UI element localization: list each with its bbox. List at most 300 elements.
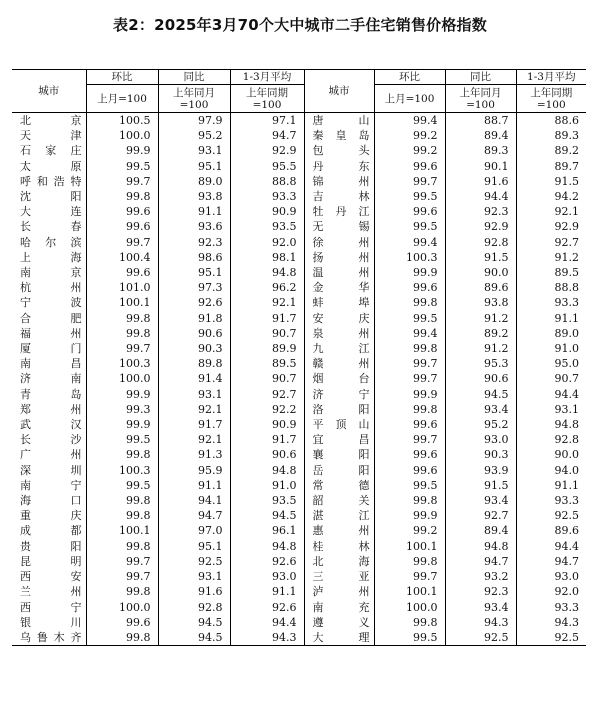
yoy-index: 94.5	[158, 615, 230, 630]
yoy-index: 93.6	[158, 219, 230, 234]
city-name: 常德	[304, 478, 374, 493]
city-name: 深圳	[20, 463, 82, 477]
yoy-index: 91.5	[445, 250, 516, 265]
mom-index: 99.7	[374, 569, 445, 584]
mom-index: 99.7	[86, 174, 158, 189]
avg-index: 94.3	[516, 615, 586, 630]
table-row	[12, 189, 586, 204]
city-name: 重庆	[20, 509, 82, 523]
mom-index: 99.5	[374, 311, 445, 326]
table-row	[12, 554, 586, 569]
yoy-index: 95.2	[445, 417, 516, 432]
city-name: 包头	[304, 143, 374, 158]
avg-index: 92.9	[516, 219, 586, 234]
table-row	[12, 295, 586, 310]
city-name: 扬州	[304, 250, 374, 265]
yoy-index: 92.5	[158, 554, 230, 569]
table-row	[12, 204, 586, 219]
city-name: 沈阳	[20, 190, 82, 204]
yoy-index: 94.1	[158, 493, 230, 508]
yoy-index: 93.0	[445, 432, 516, 447]
yoy-index: 89.4	[445, 128, 516, 143]
yoy-index: 90.0	[445, 265, 516, 280]
yoy-column-header: 同比	[158, 70, 230, 85]
table-row	[12, 113, 586, 129]
avg-index: 94.0	[516, 463, 586, 478]
city-name: 徐州	[304, 235, 374, 250]
yoy-index: 89.8	[158, 356, 230, 371]
city-name: 天津	[20, 129, 82, 143]
mom-index: 99.8	[374, 341, 445, 356]
table-row	[12, 584, 586, 599]
mom-index: 99.6	[374, 280, 445, 295]
mom-index: 99.2	[374, 128, 445, 143]
city-name: 桂林	[304, 539, 374, 554]
avg-index: 90.9	[230, 204, 304, 219]
mom-index: 100.0	[86, 371, 158, 386]
city-name: 济南	[20, 372, 82, 386]
mom-index: 99.9	[86, 387, 158, 402]
city-name: 西安	[20, 570, 82, 584]
avg-index: 89.5	[230, 356, 304, 371]
avg-index: 90.7	[230, 371, 304, 386]
avg-index: 90.7	[230, 326, 304, 341]
city-name: 南京	[20, 266, 82, 280]
mom-index: 99.7	[374, 432, 445, 447]
mom-index: 99.6	[374, 463, 445, 478]
table-row	[12, 387, 586, 402]
mom-index: 100.1	[374, 584, 445, 599]
city-name: 温州	[304, 265, 374, 280]
yoy-index: 90.3	[445, 447, 516, 462]
city-name: 长沙	[20, 433, 82, 447]
yoy-index: 93.4	[445, 493, 516, 508]
yoy-index: 92.8	[445, 235, 516, 250]
avg-index: 89.2	[516, 143, 586, 158]
yoy-index: 90.1	[445, 159, 516, 174]
city-name: 安庆	[304, 311, 374, 326]
avg-index: 94.8	[230, 463, 304, 478]
avg-index: 94.5	[230, 508, 304, 523]
avg-index: 93.5	[230, 219, 304, 234]
mom-index: 99.2	[374, 523, 445, 538]
avg-index: 97.1	[230, 113, 304, 129]
yoy-index: 95.1	[158, 265, 230, 280]
city-name: 厦门	[20, 342, 82, 356]
city-name: 银川	[20, 615, 82, 629]
table-row	[12, 128, 586, 143]
avg-column-header: 1-3月平均	[230, 70, 304, 85]
avg-index: 92.5	[516, 630, 586, 646]
mom-index: 99.8	[86, 630, 158, 646]
yoy-index: 89.4	[445, 523, 516, 538]
yoy-index: 97.3	[158, 280, 230, 295]
yoy-index: 92.8	[158, 600, 230, 615]
yoy-index: 90.6	[158, 326, 230, 341]
avg-index: 91.0	[230, 478, 304, 493]
table-row	[12, 174, 586, 189]
mom-index: 100.0	[86, 128, 158, 143]
mom-index: 99.8	[86, 447, 158, 462]
table-row	[12, 402, 586, 417]
mom-index: 99.8	[374, 402, 445, 417]
city-name: 长春	[20, 220, 82, 234]
mom-index: 99.6	[86, 615, 158, 630]
mom-index: 100.3	[86, 356, 158, 371]
city-name: 石家庄	[20, 144, 82, 158]
city-name: 吉林	[304, 189, 374, 204]
table-row	[12, 280, 586, 295]
yoy-index: 89.6	[445, 280, 516, 295]
yoy-index: 98.6	[158, 250, 230, 265]
mom-index: 99.6	[374, 417, 445, 432]
mom-column-header: 环比	[374, 70, 445, 85]
city-name: 哈尔滨	[20, 235, 82, 249]
avg-column-header: 1-3月平均	[516, 70, 586, 85]
page-title: 表2：2025年3月70个大中城市二手住宅销售价格指数	[113, 16, 487, 34]
yoy-index: 97.9	[158, 113, 230, 129]
table-row	[12, 311, 586, 326]
city-name: 锦州	[304, 174, 374, 189]
mom-base-header: 上月=100	[86, 85, 158, 113]
avg-index: 88.8	[230, 174, 304, 189]
table-row	[12, 219, 586, 234]
yoy-index: 91.6	[445, 174, 516, 189]
avg-index: 91.2	[516, 250, 586, 265]
mom-index: 99.8	[86, 493, 158, 508]
avg-index: 94.2	[516, 189, 586, 204]
mom-index: 99.9	[374, 508, 445, 523]
mom-index: 100.5	[86, 113, 158, 129]
city-name: 岳阳	[304, 463, 374, 478]
mom-index: 101.0	[86, 280, 158, 295]
mom-index: 100.1	[86, 523, 158, 538]
yoy-index: 94.3	[445, 615, 516, 630]
mom-index: 99.9	[374, 387, 445, 402]
table-row	[12, 523, 586, 538]
avg-index: 94.8	[230, 539, 304, 554]
mom-column-header: 环比	[86, 70, 158, 85]
city-name: 南充	[304, 600, 374, 615]
city-name: 北海	[304, 554, 374, 569]
table-body	[12, 113, 586, 646]
city-name: 杭州	[20, 281, 82, 295]
avg-index: 94.3	[230, 630, 304, 646]
mom-index: 100.4	[86, 250, 158, 265]
mom-index: 100.0	[86, 600, 158, 615]
yoy-index: 94.7	[158, 508, 230, 523]
yoy-index: 93.1	[158, 387, 230, 402]
city-name: 海口	[20, 494, 82, 508]
yoy-index: 89.0	[158, 174, 230, 189]
avg-index: 90.6	[230, 447, 304, 462]
city-name: 洛阳	[304, 402, 374, 417]
yoy-index: 89.3	[445, 143, 516, 158]
yoy-index: 91.7	[158, 417, 230, 432]
avg-index: 89.9	[230, 341, 304, 356]
avg-index: 92.1	[516, 204, 586, 219]
avg-index: 92.1	[230, 295, 304, 310]
city-name: 大理	[304, 630, 374, 646]
mom-index: 100.1	[86, 295, 158, 310]
yoy-index: 91.8	[158, 311, 230, 326]
mom-index: 99.4	[374, 235, 445, 250]
mom-index: 99.6	[374, 159, 445, 174]
avg-index: 96.1	[230, 523, 304, 538]
mom-index: 99.9	[374, 265, 445, 280]
yoy-index: 91.1	[158, 478, 230, 493]
table-row	[12, 235, 586, 250]
avg-index: 94.8	[230, 265, 304, 280]
city-name: 蚌埠	[304, 295, 374, 310]
city-name: 泉州	[304, 326, 374, 341]
city-name: 三亚	[304, 569, 374, 584]
mom-index: 99.8	[374, 615, 445, 630]
mom-index: 99.6	[374, 447, 445, 462]
avg-index: 89.3	[516, 128, 586, 143]
city-name: 乌鲁木齐	[12, 630, 86, 646]
yoy-index: 94.4	[445, 189, 516, 204]
table-row	[12, 569, 586, 584]
mom-index: 99.8	[86, 584, 158, 599]
yoy-index: 93.1	[158, 143, 230, 158]
mom-index: 99.6	[86, 265, 158, 280]
city-name: 牡丹江	[304, 204, 374, 219]
avg-index: 93.3	[516, 493, 586, 508]
city-name: 南宁	[20, 478, 82, 492]
yoy-index: 93.8	[158, 189, 230, 204]
yoy-index: 92.7	[445, 508, 516, 523]
avg-index: 92.5	[516, 508, 586, 523]
mom-index: 100.3	[86, 463, 158, 478]
yoy-index: 92.5	[445, 630, 516, 646]
yoy-index: 88.7	[445, 113, 516, 129]
mom-index: 99.5	[374, 630, 445, 646]
city-name: 兰州	[20, 585, 82, 599]
mom-index: 99.8	[86, 311, 158, 326]
yoy-index: 92.3	[445, 584, 516, 599]
yoy-index: 92.9	[445, 219, 516, 234]
table-row	[12, 539, 586, 554]
mom-index: 99.3	[86, 402, 158, 417]
mom-index: 99.4	[374, 113, 445, 129]
table-row	[12, 250, 586, 265]
yoy-index: 95.3	[445, 356, 516, 371]
avg-index: 92.0	[230, 235, 304, 250]
mom-index: 99.7	[86, 554, 158, 569]
mom-index: 100.3	[374, 250, 445, 265]
city-name: 西宁	[20, 600, 82, 614]
city-name: 上海	[20, 250, 82, 264]
city-column-header: 城市	[12, 70, 86, 113]
yoy-index: 92.6	[158, 295, 230, 310]
mom-index: 99.8	[86, 326, 158, 341]
mom-index: 99.7	[86, 569, 158, 584]
city-name: 平顶山	[304, 417, 374, 432]
mom-index: 99.5	[86, 478, 158, 493]
table-row	[12, 478, 586, 493]
avg-index: 91.7	[230, 311, 304, 326]
avg-index: 90.0	[516, 447, 586, 462]
avg-index: 93.1	[516, 402, 586, 417]
avg-index: 88.6	[516, 113, 586, 129]
city-name: 合肥	[20, 311, 82, 325]
yoy-index: 94.7	[445, 554, 516, 569]
yoy-index: 92.3	[445, 204, 516, 219]
yoy-index: 95.9	[158, 463, 230, 478]
city-name: 贵阳	[20, 539, 82, 553]
city-name: 呼和浩特	[20, 174, 82, 188]
yoy-index: 95.1	[158, 159, 230, 174]
avg-base-header: 上年同期=100	[230, 85, 304, 113]
city-column-header: 城市	[304, 70, 374, 113]
avg-index: 94.4	[230, 615, 304, 630]
mom-index: 99.8	[86, 508, 158, 523]
table-row	[12, 508, 586, 523]
city-name: 南昌	[20, 357, 82, 371]
yoy-index: 92.1	[158, 432, 230, 447]
mom-index: 99.2	[374, 143, 445, 158]
city-name: 福州	[20, 326, 82, 340]
table-row	[12, 600, 586, 615]
mom-index: 99.8	[374, 295, 445, 310]
avg-index: 92.0	[516, 584, 586, 599]
yoy-index: 95.1	[158, 539, 230, 554]
mom-index: 99.7	[86, 341, 158, 356]
avg-index: 92.2	[230, 402, 304, 417]
avg-index: 94.7	[516, 554, 586, 569]
city-name: 济宁	[304, 387, 374, 402]
avg-index: 90.7	[516, 371, 586, 386]
yoy-index: 91.1	[158, 204, 230, 219]
mom-index: 99.8	[374, 554, 445, 569]
avg-index: 89.7	[516, 159, 586, 174]
mom-index: 99.7	[374, 174, 445, 189]
city-name: 郑州	[20, 402, 82, 416]
yoy-index: 91.4	[158, 371, 230, 386]
avg-index: 91.0	[516, 341, 586, 356]
avg-index: 92.6	[230, 600, 304, 615]
yoy-index: 93.4	[445, 402, 516, 417]
price-index-table	[12, 69, 586, 646]
yoy-index: 93.2	[445, 569, 516, 584]
yoy-index: 93.9	[445, 463, 516, 478]
yoy-index: 94.5	[158, 630, 230, 646]
city-name: 宜昌	[304, 432, 374, 447]
yoy-index: 90.3	[158, 341, 230, 356]
avg-index: 93.0	[516, 569, 586, 584]
city-name: 青岛	[20, 387, 82, 401]
yoy-index: 91.2	[445, 341, 516, 356]
city-name: 烟台	[304, 371, 374, 386]
table-row	[12, 143, 586, 158]
table-row	[12, 159, 586, 174]
yoy-base-header: 上年同月=100	[158, 85, 230, 113]
yoy-index: 92.1	[158, 402, 230, 417]
yoy-base-header: 上年同月=100	[445, 85, 516, 113]
avg-index: 94.8	[516, 417, 586, 432]
avg-index: 93.3	[516, 295, 586, 310]
yoy-index: 93.4	[445, 600, 516, 615]
table-row	[12, 326, 586, 341]
table-row	[12, 463, 586, 478]
avg-index: 94.4	[516, 539, 586, 554]
city-name: 宁波	[20, 296, 82, 310]
avg-index: 91.5	[516, 174, 586, 189]
table-row	[12, 615, 586, 630]
mom-index: 99.5	[374, 219, 445, 234]
mom-base-header: 上月=100	[374, 85, 445, 113]
city-name: 秦皇岛	[304, 128, 374, 143]
avg-index: 91.7	[230, 432, 304, 447]
yoy-index: 94.8	[445, 539, 516, 554]
avg-index: 92.9	[230, 143, 304, 158]
avg-index: 92.7	[230, 387, 304, 402]
table-row	[12, 356, 586, 371]
mom-index: 99.5	[86, 159, 158, 174]
avg-index: 93.0	[230, 569, 304, 584]
avg-index: 89.5	[516, 265, 586, 280]
avg-index: 95.5	[230, 159, 304, 174]
yoy-index: 93.8	[445, 295, 516, 310]
city-name: 泸州	[304, 584, 374, 599]
avg-index: 93.5	[230, 493, 304, 508]
avg-index: 98.1	[230, 250, 304, 265]
mom-index: 99.4	[374, 326, 445, 341]
city-name: 湛江	[304, 508, 374, 523]
yoy-index: 93.1	[158, 569, 230, 584]
yoy-index: 91.6	[158, 584, 230, 599]
avg-index: 91.1	[516, 478, 586, 493]
avg-index: 89.6	[516, 523, 586, 538]
avg-index: 93.3	[230, 189, 304, 204]
table-row	[12, 447, 586, 462]
mom-index: 99.5	[374, 478, 445, 493]
avg-index: 92.8	[516, 432, 586, 447]
mom-index: 99.7	[86, 235, 158, 250]
avg-index: 90.9	[230, 417, 304, 432]
table-row	[12, 341, 586, 356]
avg-index: 94.7	[230, 128, 304, 143]
mom-index: 99.9	[86, 143, 158, 158]
avg-index: 94.4	[516, 387, 586, 402]
mom-index: 99.8	[374, 493, 445, 508]
avg-index: 91.1	[516, 311, 586, 326]
table-row	[12, 417, 586, 432]
yoy-index: 95.2	[158, 128, 230, 143]
mom-index: 99.6	[374, 204, 445, 219]
table-row	[12, 630, 586, 646]
city-name: 广州	[20, 448, 82, 462]
city-name: 遵义	[304, 615, 374, 630]
table-row	[12, 265, 586, 280]
yoy-index: 94.5	[445, 387, 516, 402]
city-name: 无锡	[304, 219, 374, 234]
city-name: 武汉	[20, 418, 82, 432]
yoy-index: 91.5	[445, 478, 516, 493]
avg-base-header: 上年同期=100	[516, 85, 586, 113]
mom-index: 99.7	[374, 356, 445, 371]
mom-index: 99.6	[86, 204, 158, 219]
mom-index: 99.5	[86, 432, 158, 447]
mom-index: 99.8	[86, 189, 158, 204]
avg-index: 93.3	[516, 600, 586, 615]
city-name: 唐山	[304, 113, 374, 129]
mom-index: 99.5	[374, 189, 445, 204]
city-name: 韶关	[304, 493, 374, 508]
mom-index: 100.0	[374, 600, 445, 615]
table-row	[12, 371, 586, 386]
